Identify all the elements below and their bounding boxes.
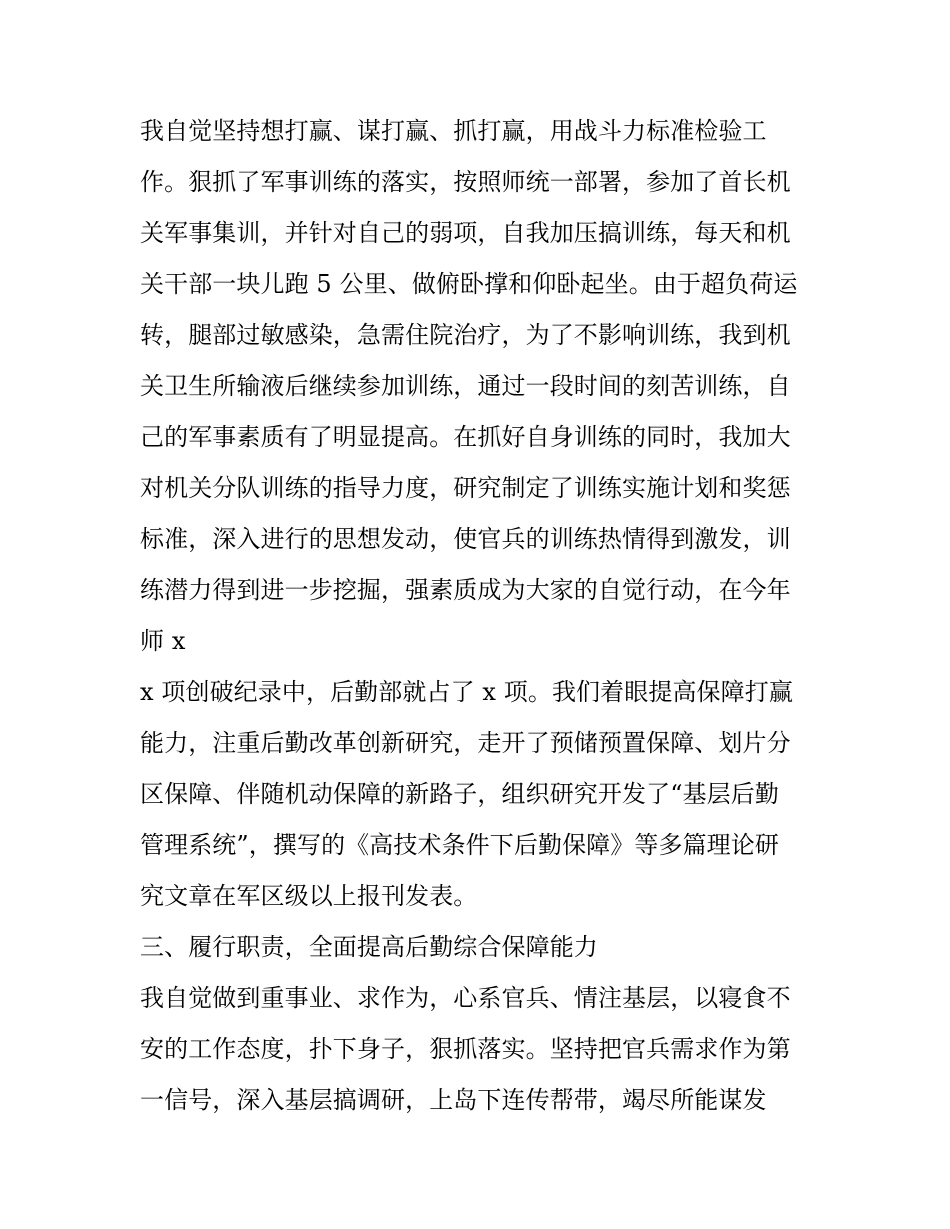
text-line: 一信号，深入基层搞调研，上岛下连传帮带，竭尽所能谋发: [140, 1086, 767, 1114]
text-line: 对机关分队训练的指导力度，研究制定了训练实施计划和奖惩: [140, 474, 791, 502]
text-line: 练潜力得到进一步挖掘，强素质成为大家的自觉行动，在今年: [140, 576, 791, 604]
text-line: x 项创破纪录中，后勤部就占了 x 项。我们着眼提高保障打赢: [140, 678, 793, 706]
text-line: 安的工作态度，扑下身子，狠抓落实。坚持把官兵需求作为第: [140, 1035, 791, 1063]
text-line: 关军事集训，并针对自己的弱项，自我加压搞训练，每天和机: [140, 219, 791, 247]
text-line: 关卫生所输液后继续参加训练，通过一段时间的刻苦训练，自: [140, 372, 791, 400]
text-line: 区保障、伴随机动保障的新路子，组织研究开发了“基层后勤: [140, 780, 779, 808]
text-line: 作。狠抓了军事训练的落实，按照师统一部署，参加了首长机: [140, 168, 791, 196]
text-line: 究文章在军区级以上报刊发表。: [140, 882, 478, 910]
text-line: 我自觉坚持想打赢、谋打赢、抓打赢，用战斗力标准检验工: [140, 117, 767, 145]
text-line: 己的军事素质有了明显提高。在抓好自身训练的同时，我加大: [140, 423, 791, 451]
text-line: 关干部一块儿跑 5 公里、做俯卧撑和仰卧起坐。由于超负荷运: [140, 270, 798, 298]
document-body: [140, 106, 820, 1126]
text-line: 转，腿部过敏感染，急需住院治疗，为了不影响训练，我到机: [140, 321, 791, 349]
text-line: 师 x: [140, 627, 186, 655]
text-line: 管理系统”，撰写的《高技术条件下后勤保障》等多篇理论研: [140, 831, 779, 859]
text-line: 我自觉做到重事业、求作为，心系官兵、情注基层，以寝食不: [140, 984, 791, 1012]
text-line: 能力，注重后勤改革创新研究，走开了预储预置保障、划片分: [140, 729, 791, 757]
text-line: 标准，深入进行的思想发动，使官兵的训练热情得到激发，训: [140, 525, 791, 553]
section-heading: 三、履行职责，全面提高后勤综合保障能力: [140, 933, 598, 961]
